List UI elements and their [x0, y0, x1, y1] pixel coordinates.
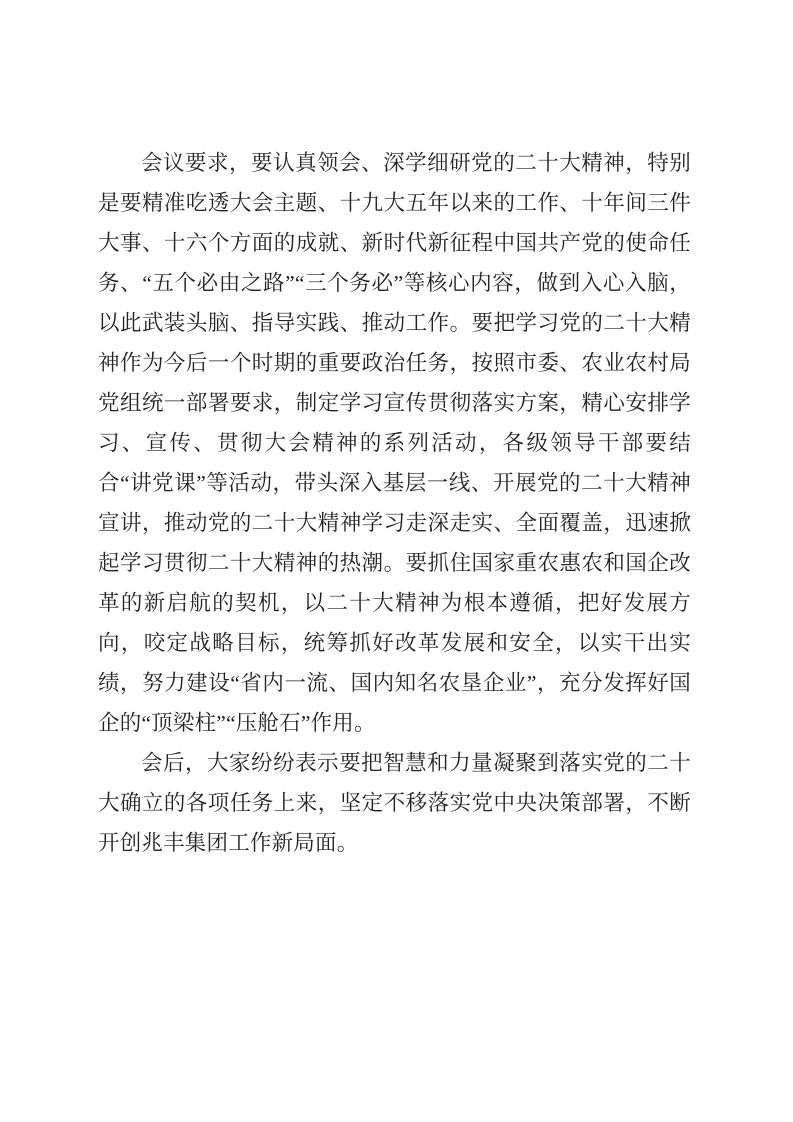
paragraph-2: 会后，大家纷纷表示要把智慧和力量凝聚到落实党的二十大确立的各项任务上来，坚定不移落实党中央决策部署，不断开创兆丰集团工作新局面。 — [98, 751, 691, 855]
paragraph-1: 会议要求，要认真领会、深学细研党的二十大精神，特别是要精准吃透大会主题、十九大五年以来的工作、十年间三件大事、十六个方面的成就、新时代新征程中国共产党的使命任务、“五个必由之路”“三个务必”等核心内容，做到入心入脑，以此武装头脑、指导实践、推动工作。要把学习党的二十大精神作为今后一个时期的重要政治任务，按照市委、农业农村局党组统一部署要求，制定学习宣传贯彻落实方案，精心安排学习、宣传、贯彻大会精神的系列活动，各级领导干部要结合“讲党课”等活动，带头深入基层一线、开展党的二十大精神宣讲，推动党的二十大精神学习走深走实、全面覆盖，迅速掀起学习贯彻二十大精神的热潮。要抓住国家重农惠农和国企改革的新启航的契机，以二十大精神为根本遵循，把好发展方向，咬定战略目标，统筹抓好改革发展和安全，以实干出实绩，努力建设“省内一流、国内知名农垦企业”，充分发挥好国企的“顶梁柱”“压舱石”作用。 — [98, 151, 691, 735]
document-body — [98, 143, 691, 863]
